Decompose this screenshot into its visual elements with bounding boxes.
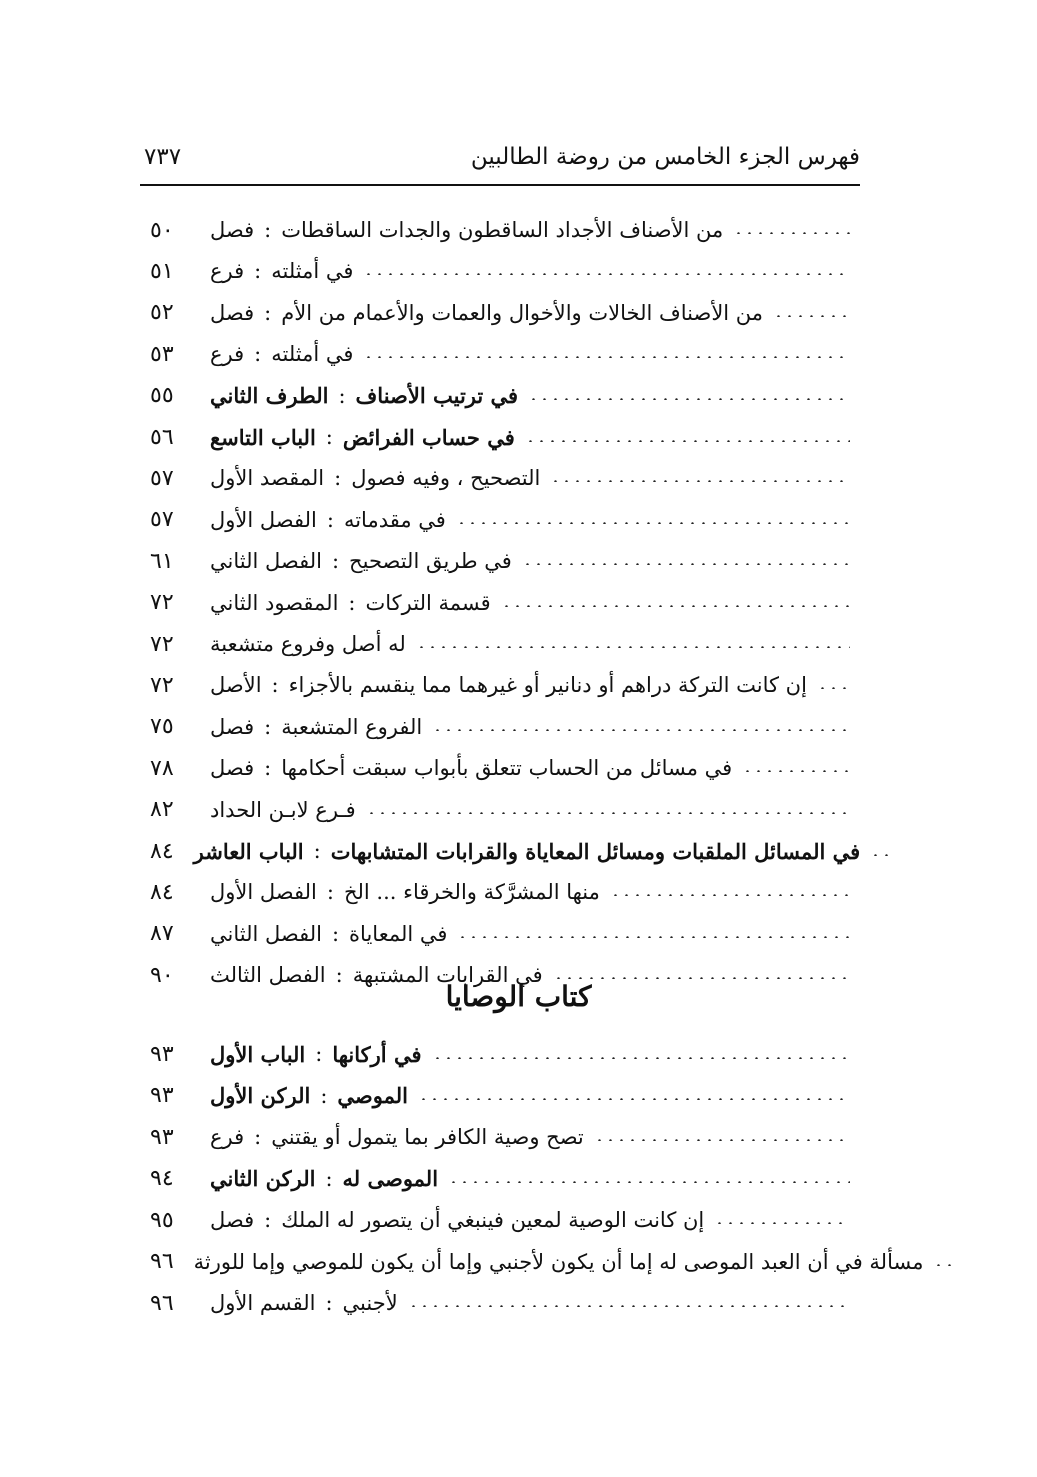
dot-leader xyxy=(522,563,850,565)
running-title: فهرس الجزء الخامس من روضة الطالبين xyxy=(470,144,860,170)
toc-label: القسم الأول xyxy=(210,1291,316,1315)
toc-separator: : xyxy=(254,342,262,367)
toc-page-number: ٥٧ xyxy=(150,507,174,533)
toc-entry xyxy=(210,1208,860,1232)
toc-title: في أمثلته xyxy=(271,259,354,284)
dot-leader xyxy=(501,605,850,607)
toc-title: الموصى له xyxy=(342,1166,439,1191)
toc-page-number: ٥١ xyxy=(150,258,174,284)
toc-page-number: ٧٢ xyxy=(150,631,174,657)
toc-row xyxy=(150,626,860,662)
toc-entry xyxy=(210,1083,860,1108)
toc-label: الفصل الأول xyxy=(210,880,317,905)
toc-title: التصحيح ، وفيه فصول xyxy=(351,466,541,491)
section-heading: كتاب الوصايا xyxy=(445,980,592,1013)
dot-leader xyxy=(742,770,850,772)
toc-entry xyxy=(210,798,860,822)
toc-title: الموصي xyxy=(337,1083,408,1108)
toc-separator: : xyxy=(334,466,342,491)
toc-label: فصل xyxy=(210,714,255,739)
toc-page-number: ٧٢ xyxy=(150,672,174,698)
toc-row xyxy=(150,253,860,289)
dot-leader xyxy=(366,812,850,814)
toc-separator: : xyxy=(254,1125,262,1149)
toc-separator: : xyxy=(264,756,272,781)
toc-label: الركن الأول xyxy=(210,1083,311,1108)
toc-separator: : xyxy=(326,880,334,905)
toc-separator: : xyxy=(325,1291,333,1315)
toc-page-number: ٧٥ xyxy=(150,714,174,740)
dot-leader xyxy=(416,646,850,648)
toc-label: مسألة في أن العبد الموصى له إما أن يكون لأجنبي وإما أن يكون للموصي وإما للورثة xyxy=(193,1249,924,1274)
toc-page-number: ٥٣ xyxy=(150,341,174,367)
toc-label: الركن الثاني xyxy=(210,1166,316,1191)
toc-separator: : xyxy=(315,1042,323,1066)
dot-leader xyxy=(594,1139,850,1141)
toc-row xyxy=(150,1285,860,1321)
toc-row xyxy=(150,750,860,786)
toc-separator: : xyxy=(335,963,343,988)
toc-row xyxy=(150,1119,860,1155)
toc-label: فصل xyxy=(210,756,255,781)
toc-page-number: ٩٣ xyxy=(150,1083,174,1108)
toc-label: فصل xyxy=(210,218,255,242)
toc-label: الباب الأول xyxy=(210,1041,306,1067)
toc-label: له أصل وفروع متشعبة xyxy=(210,632,406,656)
toc-separator: : xyxy=(313,839,321,863)
toc-page-number: ٨٤ xyxy=(150,838,174,864)
toc-page-number: ٥٧ xyxy=(150,465,174,491)
toc-entry xyxy=(210,383,860,408)
toc-separator: : xyxy=(320,1083,328,1108)
toc-title: في طريق التصحيح xyxy=(349,549,512,574)
toc-label: المقصد الأول xyxy=(210,466,325,491)
dot-leader xyxy=(448,1181,850,1183)
toc-page-number: ٧٢ xyxy=(150,590,174,616)
toc-row xyxy=(150,585,860,621)
dot-leader xyxy=(550,480,850,482)
toc-title: في أمثلته xyxy=(271,342,354,367)
toc-separator: : xyxy=(254,259,262,284)
dot-leader xyxy=(525,440,850,442)
toc-page-number: ٥٢ xyxy=(150,300,174,326)
toc-title: منها المشرَّكة والخرقاء ... الخ xyxy=(343,880,600,905)
toc-row xyxy=(150,1244,924,1280)
toc-label: فرع xyxy=(210,259,245,284)
toc-entry xyxy=(210,342,860,366)
toc-row xyxy=(150,460,860,496)
toc-page-number: ٨٢ xyxy=(150,797,174,823)
toc-title: من الأصناف الخالات والأخوال والعمات والأعمام من الأم xyxy=(281,300,764,325)
toc-entry xyxy=(194,1250,964,1274)
toc-page-number: ٨٤ xyxy=(150,879,174,905)
toc-entry xyxy=(210,425,860,450)
dot-leader xyxy=(773,315,850,317)
toc-label: فصل xyxy=(210,300,255,325)
toc-row xyxy=(150,543,860,579)
dot-leader xyxy=(553,977,850,979)
toc-title: الفروع المتشعبة xyxy=(281,714,423,739)
toc-separator: : xyxy=(348,590,356,615)
toc-row xyxy=(150,916,860,952)
toc-entry xyxy=(210,673,860,697)
toc-row xyxy=(150,833,860,869)
toc-page-number: ٩٣ xyxy=(150,1124,174,1150)
toc-title: في مقدماته xyxy=(343,507,446,532)
dot-leader xyxy=(733,232,850,234)
toc-row xyxy=(150,336,860,372)
toc-title: تصح وصية الكافر بما يتمول أو يقتني xyxy=(271,1125,584,1149)
dot-leader xyxy=(418,1098,850,1100)
toc-page-number: ٧٨ xyxy=(150,755,174,781)
toc-separator: : xyxy=(264,218,272,242)
toc-page-number: ٦١ xyxy=(150,548,174,574)
dot-leader xyxy=(456,522,850,524)
toc-row xyxy=(150,378,860,414)
toc-row xyxy=(150,1078,860,1114)
toc-separator: : xyxy=(264,1208,272,1232)
toc-entry xyxy=(210,591,860,615)
dot-leader xyxy=(528,398,850,400)
dot-leader xyxy=(817,687,850,689)
toc-label: الفصل الثاني xyxy=(210,921,322,946)
toc-row xyxy=(150,874,860,910)
toc-title: إن كانت التركة دراهم أو دنانير أو غيرهما مما ينقسم بالأجزاء xyxy=(288,673,807,698)
toc-page-number: ٥٦ xyxy=(150,424,174,450)
dot-leader xyxy=(432,1057,851,1059)
toc-label: الفصل الثاني xyxy=(210,549,322,574)
toc-entry xyxy=(210,1291,860,1315)
toc-separator: : xyxy=(325,425,333,449)
toc-row xyxy=(150,1202,860,1238)
toc-label: الأصل xyxy=(210,673,262,698)
toc-label: الباب العاشر xyxy=(193,838,304,864)
toc-page-number: ٨٧ xyxy=(150,921,174,947)
toc-row xyxy=(150,295,860,331)
toc-entry xyxy=(194,839,901,864)
toc-label: فـرع لابـن الحداد xyxy=(210,797,356,822)
toc-row xyxy=(150,792,860,828)
toc-label: فرع xyxy=(210,342,245,367)
toc-separator: : xyxy=(331,921,340,946)
toc-title: في ترتيب الأصناف xyxy=(355,383,519,409)
toc-row xyxy=(150,709,860,745)
toc-label: الباب التاسع xyxy=(210,424,316,450)
toc-entry xyxy=(210,922,860,946)
toc-entry xyxy=(210,1125,860,1149)
toc-label: الطرف الثاني xyxy=(210,383,329,409)
dot-leader xyxy=(457,936,850,938)
dot-leader xyxy=(870,854,890,856)
toc-row xyxy=(150,1161,860,1197)
toc-title: في القرابات المشتبهة xyxy=(352,963,543,988)
toc-title: في المسائل الملقبات ومسائل المعاياة والقرابات المتشابهات xyxy=(330,838,861,864)
toc-row xyxy=(150,667,860,703)
toc-row xyxy=(150,419,860,455)
dot-leader xyxy=(714,1222,850,1224)
toc-row xyxy=(150,502,860,538)
toc-title: قسمة التركات xyxy=(365,590,491,615)
toc-page-number: ٩٠ xyxy=(150,962,174,988)
toc-separator: : xyxy=(331,549,340,574)
toc-entry xyxy=(210,880,860,904)
dot-leader xyxy=(610,894,850,896)
dot-leader xyxy=(933,1264,953,1266)
toc-page-number: ٩٦ xyxy=(150,1249,174,1274)
toc-separator: : xyxy=(326,507,334,532)
toc-separator: : xyxy=(325,1166,333,1191)
toc-separator: : xyxy=(264,714,272,739)
dot-leader xyxy=(363,273,850,275)
toc-entry xyxy=(210,466,860,490)
toc-page-number: ٩٤ xyxy=(150,1166,174,1191)
dot-leader xyxy=(408,1305,850,1307)
toc-separator: : xyxy=(338,383,346,408)
toc-separator: : xyxy=(264,300,272,325)
toc-label: الفصل الأول xyxy=(210,507,317,532)
toc-entry xyxy=(210,301,860,325)
page-header xyxy=(140,140,860,186)
toc-entry xyxy=(210,508,860,532)
toc-page-number: ٥٠ xyxy=(150,217,174,243)
toc-row xyxy=(150,1036,860,1072)
toc-entry xyxy=(210,1166,860,1191)
toc-title: في مسائل من الحساب تتعلق بأبواب سبقت أحكامها xyxy=(281,756,733,781)
toc-entry xyxy=(210,632,860,656)
toc-title: في أركانها xyxy=(332,1041,422,1067)
toc-page-number: ٩٣ xyxy=(150,1041,174,1067)
toc-title: في حساب الفرائض xyxy=(342,424,515,450)
toc-label: فصل xyxy=(210,1208,255,1232)
toc-separator: : xyxy=(271,673,279,698)
toc-label: فرع xyxy=(210,1125,245,1149)
toc-title: من الأصناف الأجداد الساقطون والجدات الساقطات xyxy=(281,218,724,242)
toc-label: المقصود الثاني xyxy=(210,590,339,615)
toc-row xyxy=(150,212,860,248)
toc-title: إن كانت الوصية لمعين فينبغي أن يتصور له الملك xyxy=(281,1208,705,1232)
toc-entry xyxy=(210,549,860,573)
toc-entry xyxy=(210,259,860,283)
toc-label: الفصل الثالث xyxy=(210,963,326,988)
toc-title: في المعاياة xyxy=(349,921,448,946)
toc-entry xyxy=(210,715,860,739)
toc-entry xyxy=(210,218,860,242)
toc-page-number: ٥٥ xyxy=(150,383,174,409)
toc-page-number: ٩٦ xyxy=(150,1290,174,1316)
toc-title: لأجنبي xyxy=(342,1291,398,1315)
toc-entry xyxy=(210,1042,860,1067)
dot-leader xyxy=(363,356,850,358)
page-number: ٧٣٧ xyxy=(144,144,182,170)
toc-page-number: ٩٥ xyxy=(150,1207,174,1233)
dot-leader xyxy=(432,729,850,731)
toc-entry xyxy=(210,756,860,780)
